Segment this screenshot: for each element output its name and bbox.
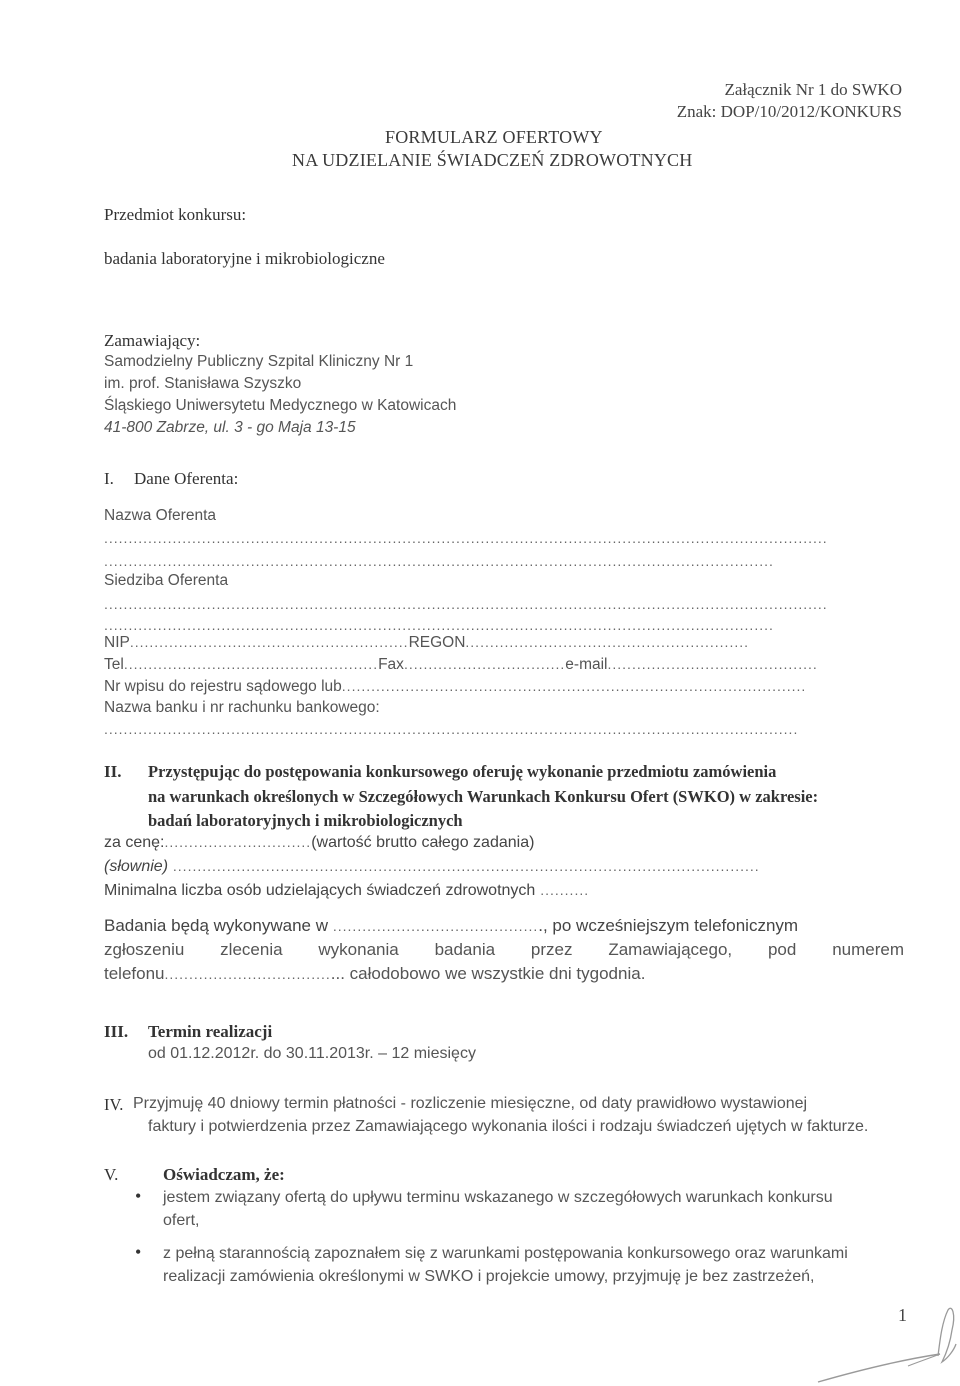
declaration-1-line2: ofert, (163, 1212, 200, 1229)
orderer-line3: Śląskiego Uniwersytetu Medycznego w Katowicach (104, 397, 457, 414)
exec-word: pod (767, 940, 797, 959)
registry-field[interactable]: ............................................................................................... (341, 678, 807, 694)
nip-field[interactable]: ......................................................... (129, 634, 409, 650)
section-2-line3: badań laboratoryjnych i mikrobiologicznych (148, 811, 463, 830)
exec-line1-end: ., po wcześniejszym telefonicznym (538, 916, 799, 935)
registry-label: Nr wpisu do rejestru sądowego lub (104, 678, 342, 695)
words-label: (słownie) (104, 858, 169, 875)
exec-word: numerem (832, 940, 904, 959)
section-5-title: Oświadczam, że: (163, 1165, 285, 1184)
min-persons-label: Minimalna liczba osób udzielających świadczeń zdrowotnych (104, 882, 536, 899)
email-field[interactable]: ........................................... (607, 656, 818, 672)
bank-field[interactable]: .............................................................................................................................................. (104, 721, 799, 737)
exec-word: badania (434, 940, 496, 959)
orderer-line1: Samodzielny Publiczny Szpital Kliniczny Nr 1 (104, 353, 414, 370)
form-title-line2: NA UDZIELANIE ŚWIADCZEŃ ZDROWOTNYCH (292, 150, 693, 170)
form-title-line1: FORMULARZ OFERTOWY (385, 127, 603, 147)
annex-label: Załącznik Nr 1 do SWKO (724, 80, 902, 99)
fax-label: Fax (378, 656, 404, 673)
price-note: (wartość brutto całego zadania) (311, 834, 535, 851)
exec-word: zgłoszeniu (104, 940, 185, 959)
exec-line3-start: telefonu (104, 964, 165, 983)
regon-field[interactable]: .......................................................... (465, 634, 750, 650)
subject-label: Przedmiot konkursu: (104, 205, 247, 224)
orderer-label: Zamawiający: (104, 331, 201, 350)
section-1-title: Dane Oferenta: (134, 469, 239, 488)
signature-initials (790, 1300, 960, 1386)
section-2-line1: Przystępując do postępowania konkursowego oferuję wykonanie przedmiotu zamówienia (148, 762, 777, 781)
fax-field[interactable]: ................................. (403, 656, 566, 672)
bank-label: Nazwa banku i nr rachunku bankowego: (104, 699, 380, 716)
regon-label: REGON (408, 634, 466, 651)
bidder-name-label: Nazwa Oferenta (104, 507, 216, 524)
bidder-name-line-2[interactable]: ......................................................................................................................................... (104, 553, 774, 569)
section-4-number: IV. (104, 1095, 124, 1114)
exec-word: przez (530, 940, 573, 959)
section-5-number: V. (104, 1165, 119, 1184)
section-4-line1: Przyjmuję 40 dniowy termin płatności - rozliczenie miesięczne, od daty prawidłowo wystawionej (133, 1095, 808, 1112)
min-persons-field[interactable]: .......... (535, 882, 590, 898)
tel-field[interactable]: .................................................... (123, 656, 379, 672)
price-label: za cenę: (104, 834, 165, 851)
declaration-item-1 (163, 1186, 908, 1232)
exec-word: zlecenia (220, 940, 283, 959)
orderer-line2: im. prof. Stanisława Szyszko (104, 375, 302, 392)
declaration-2-line1: • z pełną starannością zapoznałem się z warunkami postępowania konkursowego oraz warunkami (163, 1245, 848, 1262)
section-3-number: III. (104, 1022, 129, 1041)
section-1-number: I. (104, 469, 114, 488)
bidder-seat-line-2[interactable]: ......................................................................................................................................... (104, 617, 774, 633)
declaration-2-line2: realizacji zamówienia określonymi w SWKO i projekcie umowy, przyjmuję je bez zastrzeżeń, (163, 1268, 815, 1285)
nip-label: NIP (104, 634, 130, 651)
page-number: 1 (898, 1305, 907, 1325)
words-field[interactable]: ........................................................................................................................ (168, 858, 760, 874)
price-field[interactable]: .............................. (164, 834, 312, 850)
bidder-seat-label: Siedziba Oferenta (104, 572, 229, 589)
declaration-item-2 (163, 1242, 908, 1288)
bidder-name-line-1[interactable]: .................................................................................................................................................... (104, 530, 828, 546)
orderer-address: 41-800 Zabrze, ul. 3 - go Maja 13-15 (104, 419, 356, 436)
subject-value: badania laboratoryjne i mikrobiologiczne (104, 249, 385, 268)
contract-dates: od 01.12.2012r. do 30.11.2013r. – 12 miesięcy (148, 1045, 476, 1062)
declarations-list (163, 1186, 908, 1288)
tel-label: Tel (104, 656, 124, 673)
exec-line3-end: ... całodobowo we wszystkie dni tygodnia. (330, 964, 646, 983)
bidder-seat-line-1[interactable]: .................................................................................................................................................... (104, 596, 828, 612)
exec-location-field[interactable]: .......................................... (327, 918, 539, 934)
phone-field[interactable]: .................................. (164, 966, 331, 982)
exec-line1-start: Badania będą wykonywane w (104, 916, 328, 935)
section-3-title: Termin realizacji (148, 1022, 273, 1041)
section-2-number: II. (104, 762, 122, 781)
exec-word: wykonania (318, 940, 399, 959)
section-4-line2: faktury i potwierdzenia przez Zamawiającego wykonania ilości i rodzaju świadczeń ujętych w fakturze. (148, 1118, 869, 1135)
section-2-line2: na warunkach określonych w Szczegółowych Warunkach Konkursu Ofert (SWKO) w zakresie: (148, 787, 819, 806)
declaration-1-line1: • jestem związany ofertą do upływu terminu wskazanego w szczegółowych warunkach konkursu (163, 1189, 833, 1206)
exec-word: Zamawiającego, (608, 940, 733, 959)
email-label: e-mail (565, 656, 608, 673)
reference-number: Znak: DOP/10/2012/KONKURS (676, 102, 902, 121)
